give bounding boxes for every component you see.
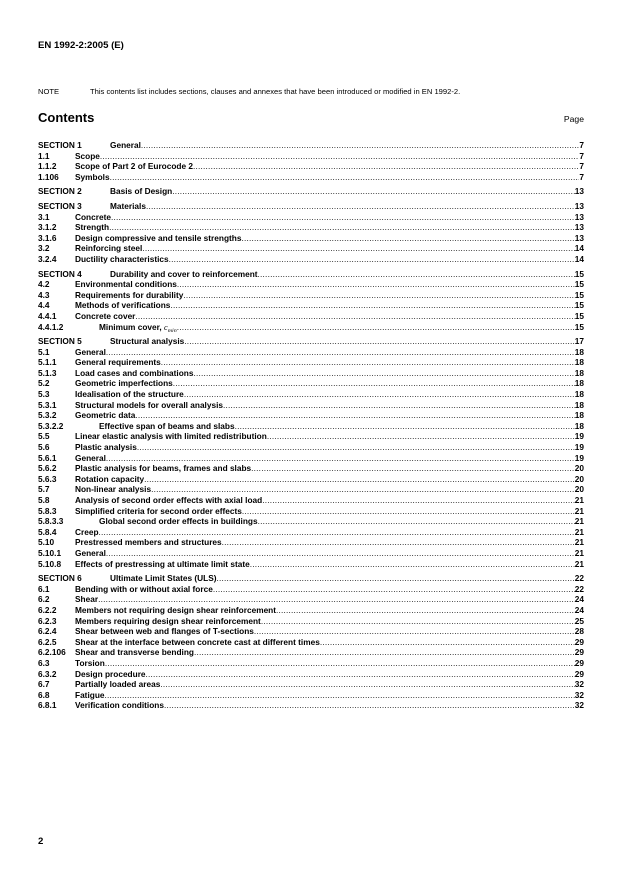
toc-entry-title: Basis of Design (110, 186, 173, 197)
toc-entry[interactable] (38, 212, 584, 223)
dot-leader (177, 322, 575, 332)
toc-entry-page: 13 (574, 200, 584, 211)
toc-entry[interactable] (38, 537, 584, 548)
toc-entry-number: 3.2 (38, 243, 50, 254)
toc-entry-page: 20 (574, 473, 584, 484)
toc-entry-title: Linear elastic analysis with limited redistribution (75, 431, 267, 442)
toc-entry[interactable] (38, 431, 584, 442)
toc-entry-page: 20 (574, 484, 584, 495)
toc-entry-page: 13 (574, 232, 584, 243)
dot-leader (217, 573, 575, 583)
toc-entry-number: 1.106 (38, 171, 59, 182)
toc-section-entry[interactable] (38, 269, 584, 280)
toc-entry[interactable] (38, 322, 584, 333)
dot-leader (258, 269, 575, 279)
dot-leader (141, 140, 579, 150)
toc-entry[interactable] (38, 700, 584, 711)
toc-entry-number: 6.2.5 (38, 636, 57, 647)
dot-leader (105, 690, 575, 700)
dot-leader (99, 527, 575, 537)
toc-entry-page: 29 (574, 657, 584, 668)
toc-entry-number: 5.3.1 (38, 399, 57, 410)
toc-entry-page: 15 (574, 268, 584, 279)
toc-entry[interactable] (38, 368, 584, 379)
toc-entry-number: SECTION 5 (38, 336, 82, 347)
dot-leader (194, 647, 575, 657)
toc-entry[interactable] (38, 410, 584, 421)
toc-entry-page: 19 (574, 431, 584, 442)
toc-entry[interactable] (38, 669, 584, 680)
toc-entry-title: Materials (110, 200, 146, 211)
toc-entry[interactable] (38, 626, 584, 637)
dot-leader (151, 484, 575, 494)
toc-entry-number: SECTION 4 (38, 268, 82, 279)
toc-entry-page: 29 (574, 636, 584, 647)
toc-entry-title: Concrete cover (75, 310, 136, 321)
toc-entry[interactable] (38, 400, 584, 411)
dot-leader (222, 537, 575, 547)
table-of-contents (38, 140, 584, 711)
toc-entry-page: 21 (574, 558, 584, 569)
toc-entry-page: 18 (574, 420, 584, 431)
dot-leader (258, 516, 575, 526)
toc-entry[interactable] (38, 463, 584, 474)
dot-leader (193, 161, 579, 171)
toc-entry-title: Ductility characteristics (75, 253, 169, 264)
toc-entry[interactable] (38, 389, 584, 400)
toc-entry-page: 22 (574, 583, 584, 594)
dot-leader (106, 453, 575, 463)
toc-entry-title: Shear between web and flanges of T-sections (75, 626, 254, 637)
note-label: NOTE (38, 87, 60, 96)
toc-entry[interactable] (38, 605, 584, 616)
toc-entry-page: 25 (574, 615, 584, 626)
toc-entry-number: SECTION 2 (38, 186, 82, 197)
toc-entry-page: 7 (579, 140, 584, 150)
toc-entry-number: 6.3 (38, 657, 50, 668)
toc-entry-title: Load cases and combinations (75, 367, 194, 378)
toc-section-entry[interactable] (38, 201, 584, 212)
toc-entry[interactable] (38, 484, 584, 495)
toc-entry-title: Effects of prestressing at ultimate limit state (75, 558, 250, 569)
toc-entry-page: 7 (579, 161, 584, 172)
dot-leader (223, 400, 575, 410)
toc-entry[interactable] (38, 474, 584, 485)
toc-entry[interactable] (38, 233, 584, 244)
toc-entry-title: Concrete (75, 211, 111, 222)
toc-entry-title: Rotation capacity (75, 473, 145, 484)
dot-leader (177, 279, 575, 289)
toc-entry[interactable] (38, 378, 584, 389)
toc-entry-number: 1.1 (38, 150, 50, 161)
toc-entry-number: 5.5 (38, 431, 50, 442)
dot-leader (144, 474, 575, 484)
toc-entry-page: 13 (574, 222, 584, 233)
toc-entry-number: 5.7 (38, 484, 50, 495)
toc-entry-page: 15 (574, 310, 584, 321)
toc-entry-number: 6.2.3 (38, 615, 57, 626)
toc-entry-number: 5.2 (38, 378, 50, 389)
toc-entry[interactable] (38, 506, 584, 517)
toc-entry-title: Fatigue (75, 689, 105, 700)
toc-entry-number: SECTION 1 (38, 140, 82, 150)
toc-entry-title: Idealisation of the structure (75, 389, 184, 400)
toc-entry-page: 18 (574, 378, 584, 389)
toc-entry-title: Minimum cover, $c_{min}$ (99, 321, 177, 333)
toc-entry-title: Shear at the interface between concrete cast at different times (75, 636, 320, 647)
toc-entry-page: 18 (574, 367, 584, 378)
toc-entry-page: 15 (574, 279, 584, 290)
toc-entry-number: 5.8.3 (38, 505, 57, 516)
toc-entry-page: 18 (574, 346, 584, 357)
dot-leader (100, 151, 579, 161)
toc-entry-title: General (75, 547, 106, 558)
toc-entry-title: Torsion (75, 657, 105, 668)
toc-entry-number: 3.1 (38, 211, 50, 222)
toc-entry[interactable] (38, 647, 584, 658)
toc-entry-title: Members not requiring design shear reinforcement (75, 604, 277, 615)
toc-entry-title: Geometric imperfections (75, 378, 173, 389)
toc-entry-title: Simplified criteria for second order effects (75, 505, 242, 516)
toc-entry[interactable] (38, 254, 584, 265)
toc-entry-number: 4.2 (38, 279, 50, 290)
toc-entry-page: 18 (574, 410, 584, 421)
toc-entry[interactable] (38, 516, 584, 527)
toc-entry-number: 5.6.3 (38, 473, 57, 484)
dot-leader (146, 669, 575, 679)
toc-entry[interactable] (38, 679, 584, 690)
toc-entry-number: 5.1.3 (38, 367, 57, 378)
dot-leader (106, 548, 575, 558)
toc-entry[interactable] (38, 527, 584, 538)
toc-entry-number: 6.8 (38, 689, 50, 700)
toc-entry-title: Members requiring design shear reinforcement (75, 615, 261, 626)
dot-leader (276, 605, 575, 615)
dot-leader (250, 559, 575, 569)
dot-leader (146, 201, 575, 211)
toc-entry-page: 7 (579, 171, 584, 182)
contents-heading: Contents (38, 110, 95, 125)
toc-entry-page: 19 (574, 442, 584, 453)
toc-entry-title: Symbols (75, 171, 110, 182)
toc-entry-number: 5.6.2 (38, 463, 57, 474)
dot-leader (135, 311, 574, 321)
toc-entry-number: SECTION 3 (38, 200, 82, 211)
dot-leader (262, 495, 575, 505)
toc-entry-title: General (75, 346, 106, 357)
dot-leader (111, 212, 575, 222)
toc-entry-title: Requirements for durability (75, 289, 184, 300)
dot-leader (137, 442, 575, 452)
toc-entry-number: SECTION 6 (38, 573, 82, 584)
toc-entry[interactable] (38, 559, 584, 570)
toc-entry-page: 29 (574, 647, 584, 658)
toc-entry[interactable] (38, 290, 584, 301)
toc-entry[interactable] (38, 637, 584, 648)
toc-entry-page: 32 (574, 689, 584, 700)
toc-entry-title: Global second order effects in buildings (99, 516, 258, 527)
toc-entry-page: 24 (574, 594, 584, 605)
page-column-label: Page (563, 114, 584, 124)
toc-entry-title: Durability and cover to reinforcement (110, 268, 258, 279)
toc-entry-title: Shear and transverse bending (75, 647, 194, 658)
contents-note (38, 87, 584, 96)
toc-entry-number: 4.4.1.2 (38, 321, 64, 332)
dot-leader (184, 389, 575, 399)
toc-entry-title: Structural analysis (110, 336, 185, 347)
toc-entry-number: 6.8.1 (38, 700, 57, 711)
toc-entry-page: 13 (574, 211, 584, 222)
toc-entry-title: Non-linear analysis (75, 484, 152, 495)
toc-section-entry[interactable] (38, 186, 584, 197)
toc-entry-title: General (75, 452, 106, 463)
toc-entry[interactable] (38, 453, 584, 464)
toc-entry-number: 5.3 (38, 389, 50, 400)
toc-entry-number: 5.6.1 (38, 452, 57, 463)
toc-entry-page: 22 (574, 573, 584, 584)
dot-leader (142, 243, 574, 253)
toc-entry-page: 21 (574, 516, 584, 527)
math-symbol: $c_{min}$ (164, 322, 177, 333)
toc-entry-page: 18 (574, 389, 584, 400)
toc-section-entry[interactable] (38, 140, 584, 151)
toc-entry-title: Geometric data (75, 410, 136, 421)
dot-leader (242, 506, 575, 516)
dot-leader (261, 616, 575, 626)
toc-entry-title: Creep (75, 526, 99, 537)
dot-leader (172, 186, 575, 196)
toc-entry-page: 15 (574, 289, 584, 300)
toc-entry-number: 6.2 (38, 594, 50, 605)
toc-entry[interactable] (38, 584, 584, 595)
toc-entry-page: 14 (574, 253, 584, 264)
toc-entry-page: 19 (574, 452, 584, 463)
toc-entry-number: 5.1 (38, 346, 50, 357)
toc-entry-title: Bending with or without axial force (75, 583, 213, 594)
note-text: This contents list includes sections, clauses and annexes that have been introduced or modified in EN 1992-2. (90, 87, 461, 96)
dot-leader (184, 336, 575, 346)
toc-entry-page: 15 (574, 300, 584, 311)
toc-entry-number: 1.1.2 (38, 161, 57, 172)
toc-entry-page: 21 (574, 495, 584, 505)
toc-entry-number: 6.2.106 (38, 647, 66, 658)
toc-entry-number: 6.2.4 (38, 626, 57, 637)
dot-leader (251, 463, 575, 473)
toc-entry[interactable] (38, 151, 584, 162)
toc-entry[interactable] (38, 548, 584, 559)
toc-entry-title: Design compressive and tensile strengths (75, 232, 242, 243)
toc-entry-page: 18 (574, 357, 584, 368)
toc-entry[interactable] (38, 616, 584, 627)
toc-entry-title: General requirements (75, 357, 161, 368)
toc-entry-title: Strength (75, 222, 110, 233)
toc-entry-number: 5.6 (38, 442, 50, 453)
toc-entry-number: 5.10.1 (38, 547, 62, 558)
toc-entry-title: Shear (75, 594, 99, 605)
toc-entry-page: 20 (574, 463, 584, 474)
dot-leader (173, 378, 575, 388)
toc-entry[interactable] (38, 421, 584, 432)
toc-entry-page: 18 (574, 399, 584, 410)
toc-entry-number: 5.3.2 (38, 410, 57, 421)
toc-entry-number: 4.4 (38, 300, 50, 311)
toc-entry-title: Prestressed members and structures (75, 537, 222, 548)
toc-entry-number: 5.1.1 (38, 357, 57, 368)
toc-entry[interactable] (38, 243, 584, 254)
toc-entry-number: 5.10 (38, 537, 55, 548)
toc-entry-page: 13 (574, 186, 584, 197)
toc-entry-number: 3.2.4 (38, 253, 57, 264)
toc-entry[interactable] (38, 279, 584, 290)
toc-entry-title: Environmental conditions (75, 279, 177, 290)
toc-entry[interactable] (38, 300, 584, 311)
toc-entry-number: 4.3 (38, 289, 50, 300)
toc-entry-number: 5.3.2.2 (38, 420, 64, 431)
toc-entry-number: 6.7 (38, 679, 50, 690)
document-id-header: EN 1992-2:2005 (E) (38, 40, 124, 51)
toc-entry-number: 3.1.6 (38, 232, 57, 243)
toc-section-entry[interactable] (38, 336, 584, 347)
toc-entry-title: Scope (75, 150, 100, 161)
toc-entry[interactable] (38, 357, 584, 368)
toc-entry[interactable] (38, 442, 584, 453)
toc-entry-number: 6.2.2 (38, 604, 57, 615)
toc-entry-title: Plastic analysis (75, 442, 137, 453)
dot-leader (105, 658, 575, 668)
toc-entry-page: 17 (574, 336, 584, 347)
toc-entry-title: Reinforcing steel (75, 243, 143, 254)
toc-entry-number: 6.3.2 (38, 668, 57, 679)
toc-entry-number: 5.8.4 (38, 526, 57, 537)
toc-entry[interactable] (38, 172, 584, 183)
toc-entry-number: 5.8 (38, 495, 50, 505)
toc-entry-number: 5.10.8 (38, 558, 62, 569)
toc-entry-page: 21 (574, 505, 584, 516)
dot-leader (106, 347, 575, 357)
dot-leader (235, 421, 575, 431)
toc-entry-title: Partially loaded areas (75, 679, 161, 690)
toc-entry-title: General (110, 140, 141, 150)
toc-entry[interactable] (38, 347, 584, 358)
dot-leader (267, 431, 575, 441)
dot-leader (135, 410, 574, 420)
toc-entry[interactable] (38, 311, 584, 322)
toc-entry-title: Scope of Part 2 of Eurocode 2 (75, 161, 194, 172)
dot-leader (241, 233, 574, 243)
dot-leader (98, 594, 575, 604)
toc-entry[interactable] (38, 161, 584, 172)
toc-entry[interactable] (38, 690, 584, 701)
dot-leader (169, 254, 575, 264)
toc-entry-page: 28 (574, 626, 584, 637)
toc-entry-page: 7 (579, 150, 584, 161)
dot-leader (183, 290, 574, 300)
toc-entry-page: 32 (574, 679, 584, 690)
toc-entry[interactable] (38, 495, 584, 506)
dot-leader (254, 626, 575, 636)
page-number: 2 (38, 836, 44, 847)
toc-entry-number: 6.1 (38, 583, 50, 594)
toc-entry-page: 15 (574, 321, 584, 332)
toc-entry-page: 29 (574, 668, 584, 679)
toc-entry-title: Effective span of beams and slabs (99, 420, 235, 431)
toc-entry[interactable] (38, 594, 584, 605)
toc-entry-title: Methods of verifications (75, 300, 171, 311)
toc-entry-title: Plastic analysis for beams, frames and slabs (75, 463, 252, 474)
dot-leader (164, 700, 575, 710)
toc-entry-title: Structural models for overall analysis (75, 399, 224, 410)
toc-section-entry[interactable] (38, 573, 584, 584)
dot-leader (194, 368, 575, 378)
toc-entry-number: 5.8.3.3 (38, 516, 64, 527)
toc-entry-title: Design procedure (75, 668, 146, 679)
toc-entry-number: 4.4.1 (38, 310, 57, 321)
dot-leader (170, 300, 574, 310)
dot-leader (320, 637, 575, 647)
dot-leader (213, 584, 575, 594)
dot-leader (109, 222, 575, 232)
toc-entry-page: 21 (574, 547, 584, 558)
toc-entry-page: 21 (574, 526, 584, 537)
dot-leader (161, 357, 575, 367)
toc-entry-title: Analysis of second order effects with axial load (75, 495, 263, 505)
toc-entry-title: Ultimate Limit States (ULS) (110, 573, 217, 584)
dot-leader (110, 172, 580, 182)
toc-entry-title: Verification conditions (75, 700, 164, 711)
dot-leader (160, 679, 574, 689)
toc-entry-page: 14 (574, 243, 584, 254)
toc-entry-page: 32 (574, 700, 584, 711)
toc-entry-page: 24 (574, 604, 584, 615)
toc-entry[interactable] (38, 222, 584, 233)
toc-entry[interactable] (38, 658, 584, 669)
toc-entry-page: 21 (574, 537, 584, 548)
toc-entry-number: 3.1.2 (38, 222, 57, 233)
